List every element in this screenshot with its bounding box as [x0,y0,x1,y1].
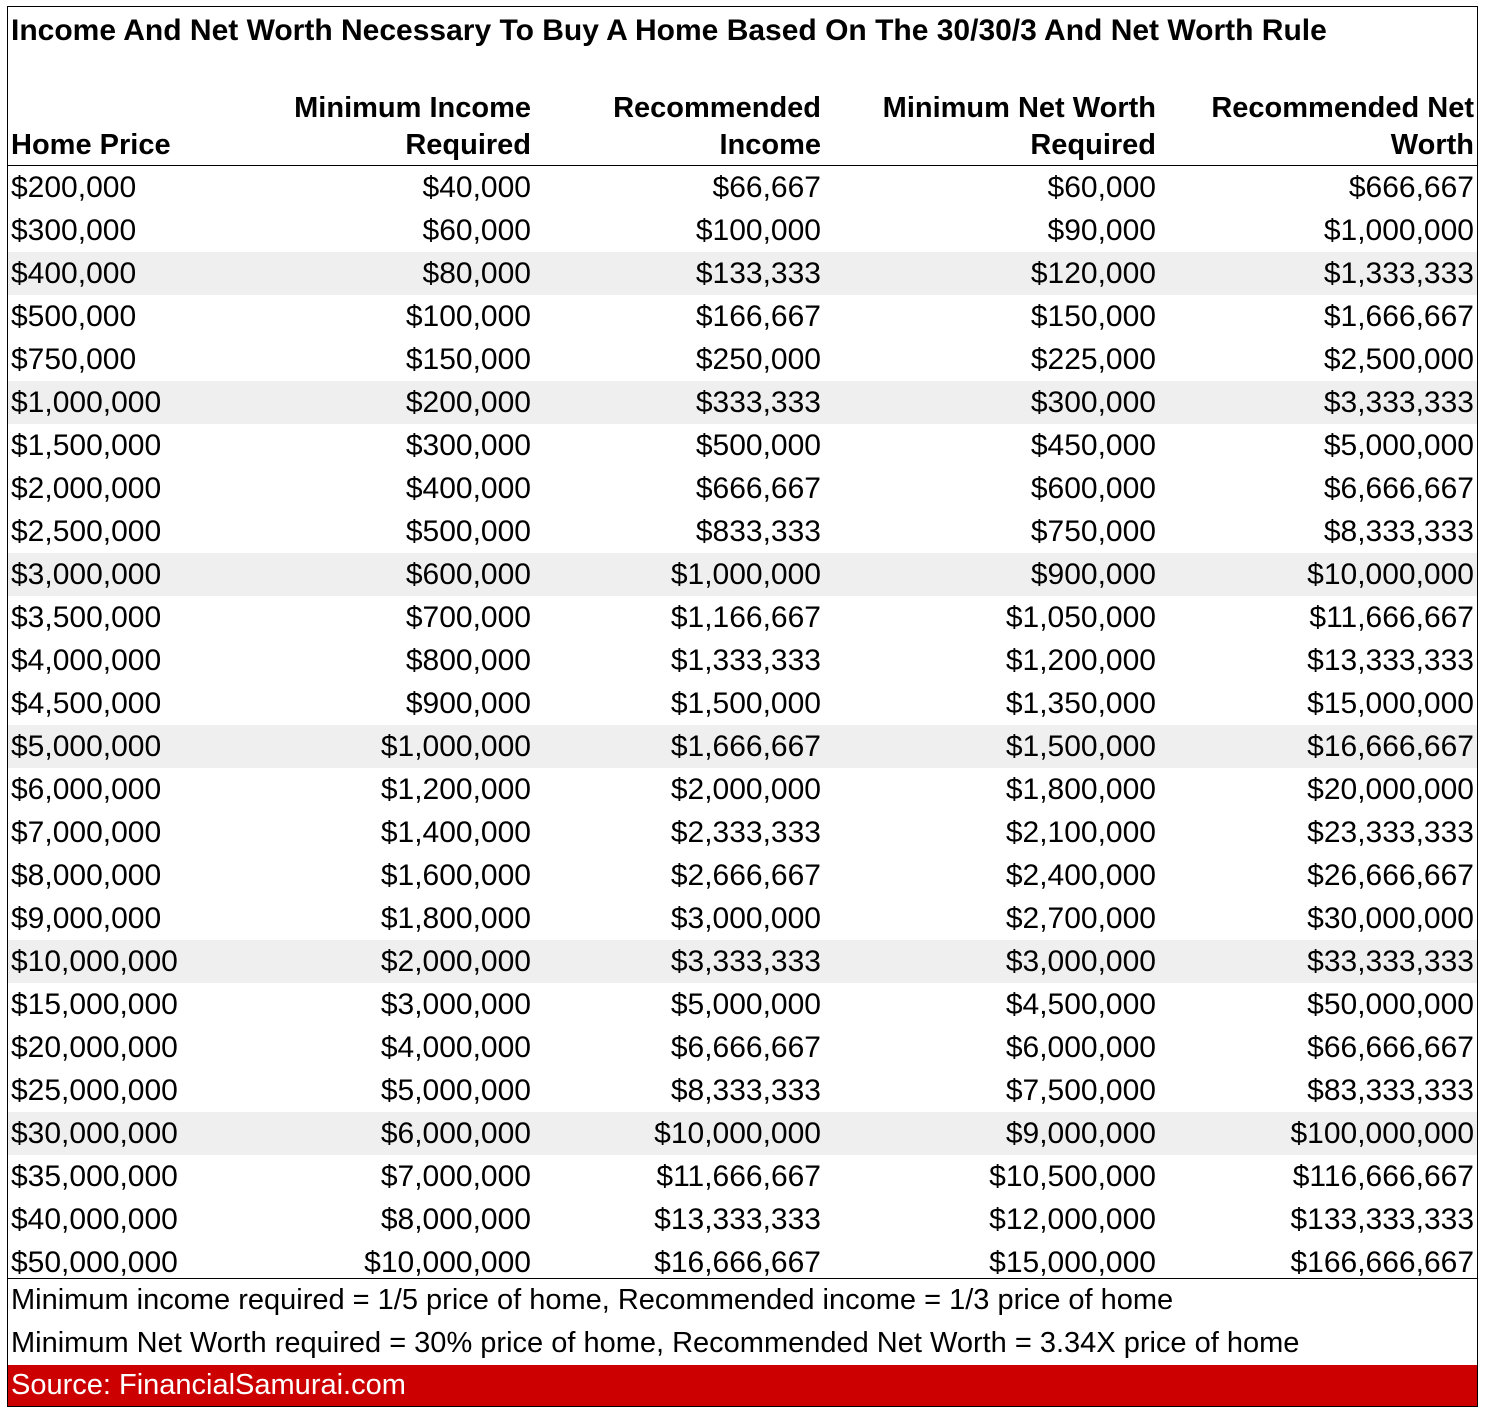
minimum-income-cell: $7,000,000 [380,1159,531,1193]
minimum-income-cell: $300,000 [405,428,531,462]
minimum-income-cell: $3,000,000 [380,987,531,1021]
home-price-cell: $25,000,000 [11,1073,178,1107]
recommended-income-cell: $666,667 [695,471,821,505]
footnote-income: Minimum income required = 1/5 price of home, Recommended income = 1/3 price of home [11,1284,1174,1316]
recommended-income-cell: $66,667 [712,170,821,204]
minimum-net-worth-cell: $225,000 [1030,342,1156,376]
minimum-net-worth-cell: $2,700,000 [1005,901,1156,935]
home-price-cell: $200,000 [11,170,137,204]
home-price-cell: $15,000,000 [11,987,178,1021]
recommended-income-cell: $500,000 [695,428,821,462]
header-recommended-net-worth: Recommended Net Worth [1159,79,1477,165]
recommended-net-worth-cell: $3,333,333 [1159,381,1477,424]
home-price-cell: $300,000 [11,213,137,247]
recommended-income-cell: $166,667 [695,299,821,333]
home-price-cell: $20,000,000 [11,1030,178,1064]
table-row [8,165,1477,209]
home-price-cell: $6,000,000 [11,772,162,806]
minimum-income-cell: $400,000 [405,471,531,505]
minimum-income-cell: $800,000 [405,643,531,677]
home-price-cell: $500,000 [11,299,137,333]
recommended-income-cell: $2,000,000 [670,772,821,806]
recommended-net-worth-cell: $166,666,667 [1290,1245,1474,1279]
minimum-income-cell: $5,000,000 [380,1073,531,1107]
table-row [8,1112,1477,1155]
table-row [8,252,1477,295]
home-price-cell: $1,000,000 [8,381,278,424]
table-row [8,596,1477,639]
minimum-net-worth-cell: $12,000,000 [989,1202,1156,1236]
minimum-income-cell: $900,000 [405,686,531,720]
minimum-net-worth-cell: $9,000,000 [824,1112,1159,1155]
recommended-net-worth-cell: $116,666,667 [1292,1159,1474,1193]
recommended-income-cell: $1,000,000 [534,553,824,596]
table-row [8,1155,1477,1198]
home-price-cell: $5,000,000 [8,725,278,768]
table-row [8,768,1477,811]
recommended-net-worth-cell: $133,333,333 [1290,1202,1474,1236]
minimum-net-worth-cell: $1,500,000 [824,725,1159,768]
minimum-net-worth-cell: $2,400,000 [1005,858,1156,892]
recommended-income-cell: $1,166,667 [670,600,821,634]
recommended-net-worth-cell: $100,000,000 [1159,1112,1477,1155]
table-row [8,295,1477,338]
recommended-income-cell: $3,333,333 [534,940,824,983]
table-body [8,165,1477,1284]
minimum-net-worth-cell: $15,000,000 [989,1245,1156,1279]
minimum-income-cell: $6,000,000 [278,1112,534,1155]
home-price-cell: $1,500,000 [11,428,162,462]
recommended-income-cell: $8,333,333 [670,1073,821,1107]
header-home-price: Home Price [8,79,278,165]
home-price-cell: $3,000,000 [8,553,278,596]
home-price-cell: $40,000,000 [11,1202,178,1236]
page-title: Income And Net Worth Necessary To Buy A Home Based On The 30/30/3 And Net Worth Rule [11,14,1327,47]
recommended-income-cell: $100,000 [695,213,821,247]
home-price-cell: $50,000,000 [11,1245,178,1279]
minimum-income-cell: $600,000 [278,553,534,596]
recommended-net-worth-cell: $15,000,000 [1307,686,1474,720]
minimum-net-worth-cell: $150,000 [1030,299,1156,333]
minimum-income-cell: $1,200,000 [380,772,531,806]
recommended-net-worth-cell: $50,000,000 [1307,987,1474,1021]
recommended-income-cell: $833,333 [695,514,821,548]
recommended-net-worth-cell: $30,000,000 [1307,901,1474,935]
recommended-net-worth-cell: $20,000,000 [1307,772,1474,806]
table-row [8,209,1477,252]
recommended-net-worth-cell: $23,333,333 [1307,815,1474,849]
recommended-net-worth-cell: $1,333,333 [1159,252,1477,295]
table-row [8,381,1477,424]
minimum-income-cell: $100,000 [405,299,531,333]
table-row [8,811,1477,854]
minimum-income-cell: $1,600,000 [380,858,531,892]
recommended-income-cell: $333,333 [534,381,824,424]
home-price-cell: $30,000,000 [8,1112,278,1155]
recommended-net-worth-cell: $1,666,667 [1323,299,1474,333]
minimum-income-cell: $700,000 [405,600,531,634]
recommended-income-cell: $1,666,667 [534,725,824,768]
home-affordability-table [8,79,1477,1284]
recommended-net-worth-cell: $5,000,000 [1323,428,1474,462]
minimum-net-worth-cell: $900,000 [824,553,1159,596]
recommended-income-cell: $2,666,667 [670,858,821,892]
home-price-cell: $7,000,000 [11,815,162,849]
home-price-cell: $10,000,000 [8,940,278,983]
minimum-net-worth-cell: $60,000 [1047,170,1156,204]
recommended-income-cell: $133,333 [534,252,824,295]
table-row [8,467,1477,510]
minimum-net-worth-cell: $90,000 [1047,213,1156,247]
table-row [8,424,1477,467]
minimum-net-worth-cell: $10,500,000 [989,1159,1156,1193]
recommended-net-worth-cell: $66,666,667 [1307,1030,1474,1064]
footnote-net-worth: Minimum Net Worth required = 30% price of home, Recommended Net Worth = 3.34X price of home [11,1327,1300,1359]
recommended-net-worth-cell: $16,666,667 [1159,725,1477,768]
minimum-income-cell: $1,400,000 [380,815,531,849]
home-price-cell: $3,500,000 [11,600,162,634]
minimum-net-worth-cell: $1,200,000 [1005,643,1156,677]
header-recommended-income: Recommended Income [534,79,824,165]
home-price-cell: $9,000,000 [11,901,162,935]
recommended-income-cell: $1,500,000 [670,686,821,720]
minimum-net-worth-cell: $300,000 [824,381,1159,424]
minimum-net-worth-cell: $7,500,000 [1005,1073,1156,1107]
recommended-net-worth-cell: $1,000,000 [1323,213,1474,247]
home-price-cell: $35,000,000 [11,1159,178,1193]
recommended-net-worth-cell: $11,666,667 [1309,600,1474,634]
minimum-income-cell: $8,000,000 [380,1202,531,1236]
recommended-income-cell: $3,000,000 [670,901,821,935]
table-row [8,639,1477,682]
table-row [8,510,1477,553]
home-price-cell: $2,000,000 [11,471,162,505]
table-row [8,338,1477,381]
recommended-income-cell: $2,333,333 [670,815,821,849]
header-row [8,79,1477,165]
header-minimum-net-worth: Minimum Net Worth Required [824,79,1159,165]
recommended-income-cell: $11,666,667 [656,1159,821,1193]
recommended-net-worth-cell: $6,666,667 [1323,471,1474,505]
home-price-cell: $750,000 [11,342,137,376]
minimum-income-cell: $10,000,000 [364,1245,531,1279]
minimum-income-cell: $4,000,000 [380,1030,531,1064]
minimum-income-cell: $2,000,000 [278,940,534,983]
table-row [8,983,1477,1026]
table-row [8,897,1477,940]
minimum-net-worth-cell: $600,000 [1030,471,1156,505]
minimum-net-worth-cell: $2,100,000 [1005,815,1156,849]
source-bar: Source: FinancialSamurai.com [8,1365,1477,1406]
recommended-net-worth-cell: $8,333,333 [1323,514,1474,548]
table-row [8,1069,1477,1112]
minimum-net-worth-cell: $1,350,000 [1005,686,1156,720]
minimum-net-worth-cell: $450,000 [1030,428,1156,462]
home-price-cell: $4,500,000 [11,686,162,720]
recommended-income-cell: $1,333,333 [670,643,821,677]
table-row [8,1198,1477,1241]
header-minimum-income: Minimum Income Required [278,79,534,165]
minimum-income-cell: $1,000,000 [278,725,534,768]
recommended-income-cell: $13,333,333 [654,1202,821,1236]
spreadsheet [7,6,1478,1407]
footnotes [8,1278,1477,1365]
recommended-net-worth-cell: $10,000,000 [1159,553,1477,596]
recommended-net-worth-cell: $2,500,000 [1323,342,1474,376]
table-row [8,940,1477,983]
minimum-income-cell: $200,000 [278,381,534,424]
minimum-net-worth-cell: $750,000 [1030,514,1156,548]
minimum-income-cell: $80,000 [278,252,534,295]
table-row [8,553,1477,596]
recommended-net-worth-cell: $83,333,333 [1307,1073,1474,1107]
minimum-net-worth-cell: $120,000 [824,252,1159,295]
recommended-income-cell: $10,000,000 [534,1112,824,1155]
minimum-income-cell: $60,000 [422,213,531,247]
recommended-net-worth-cell: $13,333,333 [1307,643,1474,677]
recommended-income-cell: $6,666,667 [670,1030,821,1064]
minimum-net-worth-cell: $1,800,000 [1005,772,1156,806]
recommended-income-cell: $16,666,667 [654,1245,821,1279]
recommended-income-cell: $5,000,000 [670,987,821,1021]
recommended-net-worth-cell: $26,666,667 [1307,858,1474,892]
recommended-net-worth-cell: $666,667 [1348,170,1474,204]
home-price-cell: $4,000,000 [11,643,162,677]
minimum-income-cell: $1,800,000 [380,901,531,935]
minimum-income-cell: $40,000 [422,170,531,204]
minimum-net-worth-cell: $4,500,000 [1005,987,1156,1021]
table-row [8,1026,1477,1069]
minimum-net-worth-cell: $1,050,000 [1005,600,1156,634]
home-price-cell: $400,000 [8,252,278,295]
home-price-cell: $2,500,000 [11,514,162,548]
recommended-income-cell: $250,000 [695,342,821,376]
minimum-net-worth-cell: $3,000,000 [824,940,1159,983]
minimum-income-cell: $500,000 [405,514,531,548]
table-row [8,725,1477,768]
table-row [8,854,1477,897]
home-price-cell: $8,000,000 [11,858,162,892]
minimum-income-cell: $150,000 [405,342,531,376]
table-row [8,682,1477,725]
recommended-net-worth-cell: $33,333,333 [1159,940,1477,983]
minimum-net-worth-cell: $6,000,000 [1005,1030,1156,1064]
